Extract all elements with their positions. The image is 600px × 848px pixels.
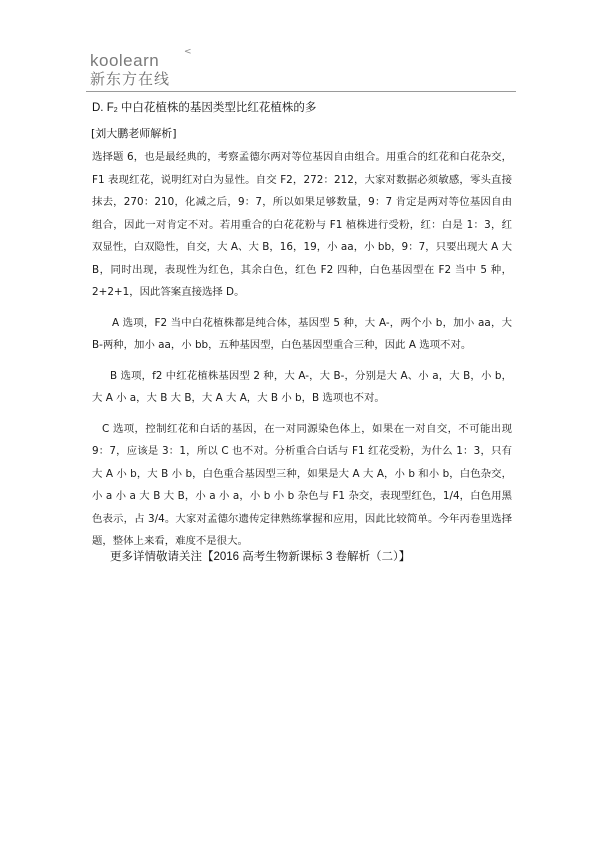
option-d-subscript: 2	[113, 107, 118, 114]
option-d	[92, 100, 512, 119]
analysis-paragraph-c: C 选项，控制红花和白话的基因，在一对同源染色体上，如果在一对自交，不可能出现 9：7，应该是 3：1，所以 C 也不对。分析重合白话与 F1 红花受粉，为什么 1：3，只有大 A 小 b，大 B 小 b，白色重合基因型三种，如果是大 A 大 A，小 b 和小 b，白色杂交，小 a 小 a 大 B 大 B，小 a 小 a，小 b 小 b 杂色与 F1 杂交，表现型红色，1/4，白色用黑色表示，占 3/4。大家对孟德尔遗传定律熟练掌握和应用，因此比较简单。今年丙卷里选择题，整体上来看，难度不是很大。	[92, 422, 512, 547]
option-d-prefix: D. F	[92, 102, 114, 114]
logo-chinese-name: 新东方在线	[90, 70, 171, 88]
analysis-paragraph-b: B 选项，f2 中红花植株基因型 2 种，大 A-，大 B-，分别是大 A、小 a，大 B，小 b，大 A 小 a，大 B 大 B，大 A 大 A，大 B 小 b，B 选项也不对。	[92, 369, 512, 404]
option-d-text: 中白花植株的基因类型比红花植株的多	[117, 102, 317, 114]
document-body	[92, 100, 512, 553]
logo-wordmark: koolearn	[90, 51, 160, 70]
header-divider	[86, 91, 516, 92]
analysis-paragraph-a: A 选项，F2 当中白花植株都是纯合体，基因型 5 种，大 A-，两个小 b，加小 aa，大 B-两种，加小 aa，小 bb，五种基因型，白色基因型重合三种，因此 A 选项不对。	[92, 316, 512, 351]
teacher-analysis-label: [刘大鹏老师解析]	[91, 127, 177, 140]
analysis-paragraph-1: 选择题 6，也是最经典的，考察孟德尔两对等位基因自由组合。用重合的红花和白花杂交，F1 表现红花，说明红对白为显性。自交 F2，272：212，大家对数据必须敏感，零头直接抹去，270：210，化减之后，9：7，所以如果足够数量，9：7 肯定是两对等位基因自由组合，因此一对肯定不对。若用重合的白花花粉与 F1 植株进行受粉，红：白是 1：3，红双显性，白双隐性，自交，大 A、大 B，16，19，小 aa，小 bb，9：7，只要出现大 A 大 B，同时出现，表现性为红色，其余白色，红色 F2 四种，白色基因型在 F2 当中 5 种，2+2+1，因此答案直接选择 D。	[92, 151, 512, 298]
logo-chevron-icon: <	[184, 47, 192, 57]
koolearn-logo	[90, 47, 200, 90]
more-info-link[interactable]: 更多详情敬请关注【2016 高考生物新课标 3 卷解析（二）】	[110, 551, 411, 563]
